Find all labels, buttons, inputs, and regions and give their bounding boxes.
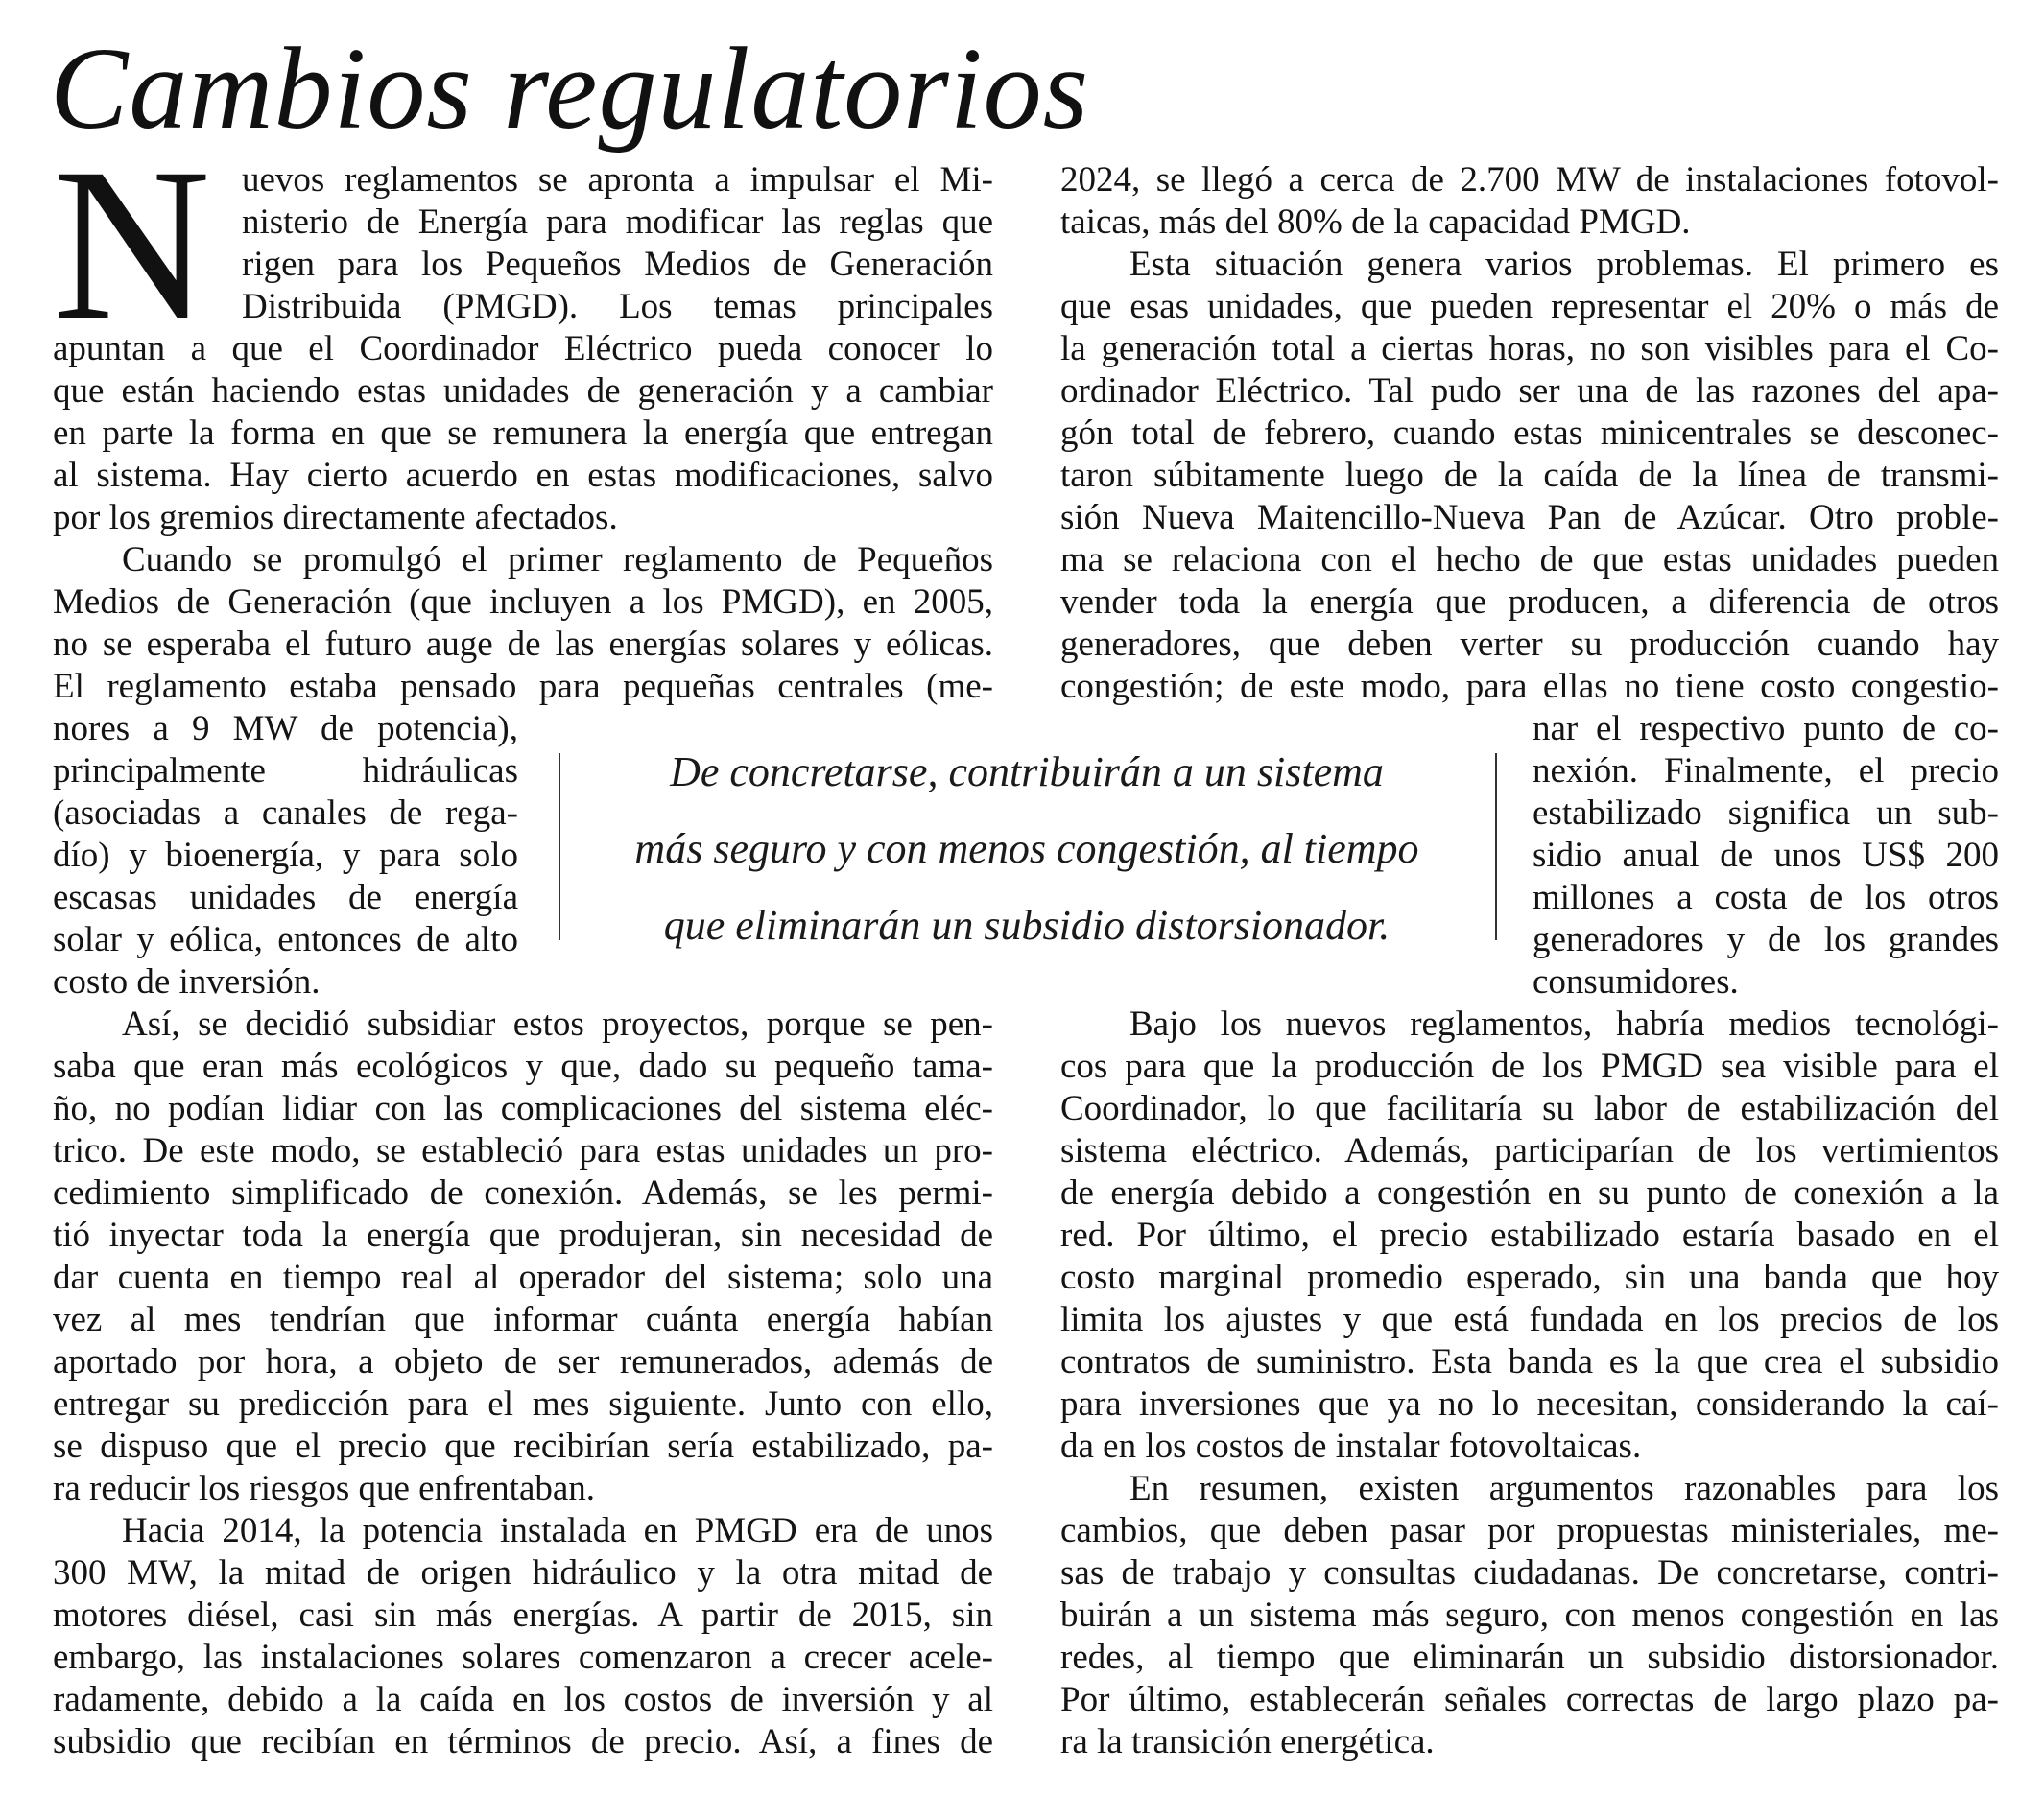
- text-line: cedimiento simplificado de conexión. Además, se les permi-: [53, 1173, 993, 1213]
- text-line: redes, al tiempo que eliminarán un subsidio distorsionador.: [1060, 1638, 1999, 1677]
- text-line: ño, no podían lidiar con las complicaciones del sistema eléc-: [53, 1089, 993, 1128]
- text-line: saba que eran más ecológicos y que, dado su pequeño tama-: [53, 1047, 993, 1086]
- text-line: apuntan a que el Coordinador Eléctrico pueda conocer lo: [53, 329, 993, 368]
- pull-quote-line: más seguro y con menos congestión, al tiempo: [634, 825, 1419, 872]
- text-line: la generación total a ciertas horas, no son visibles para el Co-: [1060, 329, 1999, 368]
- text-line: tió inyectar toda la energía que produjeran, sin necesidad de: [53, 1216, 993, 1255]
- text-line: principalmente hidráulicas: [53, 751, 518, 791]
- pull-quote-left-rule: [559, 753, 560, 940]
- text-line: Por último, establecerán señales correctas de largo plazo pa-: [1060, 1680, 1999, 1719]
- text-line: 2024, se llegó a cerca de 2.700 MW de instalaciones fotovol-: [1060, 160, 1999, 200]
- text-line: solar y eólica, entonces de alto: [53, 920, 518, 959]
- text-line: ordinador Eléctrico. Tal pudo ser una de las razones del apa-: [1060, 371, 1999, 411]
- text-line: Distribuida (PMGD). Los temas principales: [242, 287, 993, 326]
- text-line: generadores, que deben verter su producción cuando hay: [1060, 625, 1999, 664]
- pull-quote-right-rule: [1495, 753, 1497, 940]
- text-line: nisterio de Energía para modificar las reglas que: [242, 202, 993, 242]
- article-headline: Cambios regulatorios: [50, 24, 1090, 154]
- text-line: taron súbitamente luego de la caída de la línea de transmi-: [1060, 456, 1999, 495]
- text-line: vez al mes tendrían que informar cuánta energía habían: [53, 1300, 993, 1339]
- text-line: que están haciendo estas unidades de generación y a cambiar: [53, 371, 993, 411]
- text-line: dar cuenta en tiempo real al operador del sistema; solo una: [53, 1258, 993, 1297]
- text-line: motores diésel, casi sin más energías. A partir de 2015, sin: [53, 1595, 993, 1635]
- text-line: nores a 9 MW de potencia),: [53, 709, 518, 748]
- text-line: sidio anual de unos US$ 200: [1533, 836, 1999, 875]
- text-line: sas de trabajo y consultas ciudadanas. De concretarse, contri-: [1060, 1553, 1999, 1593]
- text-line: de energía debido a congestión en su punto de conexión a la: [1060, 1173, 1999, 1213]
- text-line: consumidores.: [1533, 962, 1739, 1002]
- text-line: gón total de febrero, cuando estas minicentrales se desconec-: [1060, 414, 1999, 453]
- text-line: estabilizado significa un sub-: [1533, 793, 1999, 833]
- text-line: El reglamento estaba pensado para pequeñas centrales (me-: [53, 667, 993, 706]
- text-line: Así, se decidió subsidiar estos proyectos, porque se pen-: [122, 1004, 993, 1044]
- text-line: nexión. Finalmente, el precio: [1533, 751, 1999, 791]
- text-line: 300 MW, la mitad de origen hidráulico y la otra mitad de: [53, 1553, 993, 1593]
- text-line: cambios, que deben pasar por propuestas ministeriales, me-: [1060, 1511, 1999, 1550]
- text-line: (asociadas a canales de rega-: [53, 793, 518, 833]
- text-line: Hacia 2014, la potencia instalada en PMGD era de unos: [122, 1511, 993, 1550]
- text-line: radamente, debido a la caída en los costos de inversión y al: [53, 1680, 993, 1719]
- text-line: Cuando se promulgó el primer reglamento de Pequeños: [122, 540, 993, 579]
- text-line: Esta situación genera varios problemas. El primero es: [1129, 245, 1999, 284]
- text-line: congestión; de este modo, para ellas no tiene costo congestio-: [1060, 667, 1999, 706]
- text-line: Bajo los nuevos reglamentos, habría medios tecnológi-: [1129, 1004, 1999, 1044]
- text-line: vender toda la energía que producen, a diferencia de otros: [1060, 582, 1999, 622]
- text-line: escasas unidades de energía: [53, 878, 518, 917]
- text-line: por los gremios directamente afectados.: [53, 498, 618, 537]
- text-line: red. Por último, el precio estabilizado estaría basado en el: [1060, 1216, 1999, 1255]
- text-line: sión Nueva Maitencillo-Nueva Pan de Azúcar. Otro proble-: [1060, 498, 1999, 537]
- text-line: costo de inversión.: [53, 962, 321, 1002]
- pull-quote-line: que eliminarán un subsidio distorsionador.: [663, 902, 1390, 949]
- text-line: subsidio que recibían en términos de precio. Así, a fines de: [53, 1722, 993, 1761]
- text-line: uevos reglamentos se apronta a impulsar el Mi-: [242, 160, 993, 200]
- text-line: trico. De este modo, se estableció para estas unidades un pro-: [53, 1131, 993, 1170]
- text-line: ma se relaciona con el hecho de que estas unidades pueden: [1060, 540, 1999, 579]
- text-line: en parte la forma en que se remunera la energía que entregan: [53, 414, 993, 453]
- text-line: contratos de suministro. Esta banda es la que crea el subsidio: [1060, 1342, 1999, 1382]
- text-line: sistema eléctrico. Además, participarían de los vertimientos: [1060, 1131, 1999, 1170]
- text-line: para inversiones que ya no lo necesitan, considerando la caí-: [1060, 1384, 1999, 1424]
- text-line: buirán a un sistema más seguro, con menos congestión en las: [1060, 1595, 1999, 1635]
- text-line: se dispuso que el precio que recibirían sería estabilizado, pa-: [53, 1427, 993, 1466]
- text-line: En resumen, existen argumentos razonables para los: [1129, 1469, 1999, 1508]
- text-line: costo marginal promedio esperado, sin una banda que hoy: [1060, 1258, 1999, 1297]
- text-line: aportado por hora, a objeto de ser remunerados, además de: [53, 1342, 993, 1382]
- text-line: Coordinador, lo que facilitaría su labor de estabilización del: [1060, 1089, 1999, 1128]
- text-line: que esas unidades, que pueden representar el 20% o más de: [1060, 287, 1999, 326]
- text-line: embargo, las instalaciones solares comenzaron a crecer acele-: [53, 1638, 993, 1677]
- drop-cap: N: [53, 124, 211, 366]
- text-line: ra la transición energética.: [1060, 1722, 1435, 1761]
- text-line: cos para que la producción de los PMGD sea visible para el: [1060, 1047, 1999, 1086]
- text-line: al sistema. Hay cierto acuerdo en estas modificaciones, salvo: [53, 456, 993, 495]
- text-line: no se esperaba el futuro auge de las energías solares y eólicas.: [53, 625, 993, 664]
- text-line: taicas, más del 80% de la capacidad PMGD.: [1060, 202, 1691, 242]
- text-line: Medios de Generación (que incluyen a los PMGD), en 2005,: [53, 582, 993, 622]
- text-line: entregar su predicción para el mes siguiente. Junto con ello,: [53, 1384, 993, 1424]
- text-line: rigen para los Pequeños Medios de Generación: [242, 245, 993, 284]
- text-line: limita los ajustes y que está fundada en los precios de los: [1060, 1300, 1999, 1339]
- text-line: nar el respectivo punto de co-: [1533, 709, 1999, 748]
- pull-quote-line: De concretarse, contribuirán a un sistema: [670, 748, 1384, 795]
- text-line: da en los costos de instalar fotovoltaicas.: [1060, 1427, 1642, 1466]
- text-line: generadores y de los grandes: [1533, 920, 1999, 959]
- text-line: ra reducir los riesgos que enfrentaban.: [53, 1469, 596, 1508]
- text-line: millones a costa de los otros: [1533, 878, 1999, 917]
- text-line: dío) y bioenergía, y para solo: [53, 836, 518, 875]
